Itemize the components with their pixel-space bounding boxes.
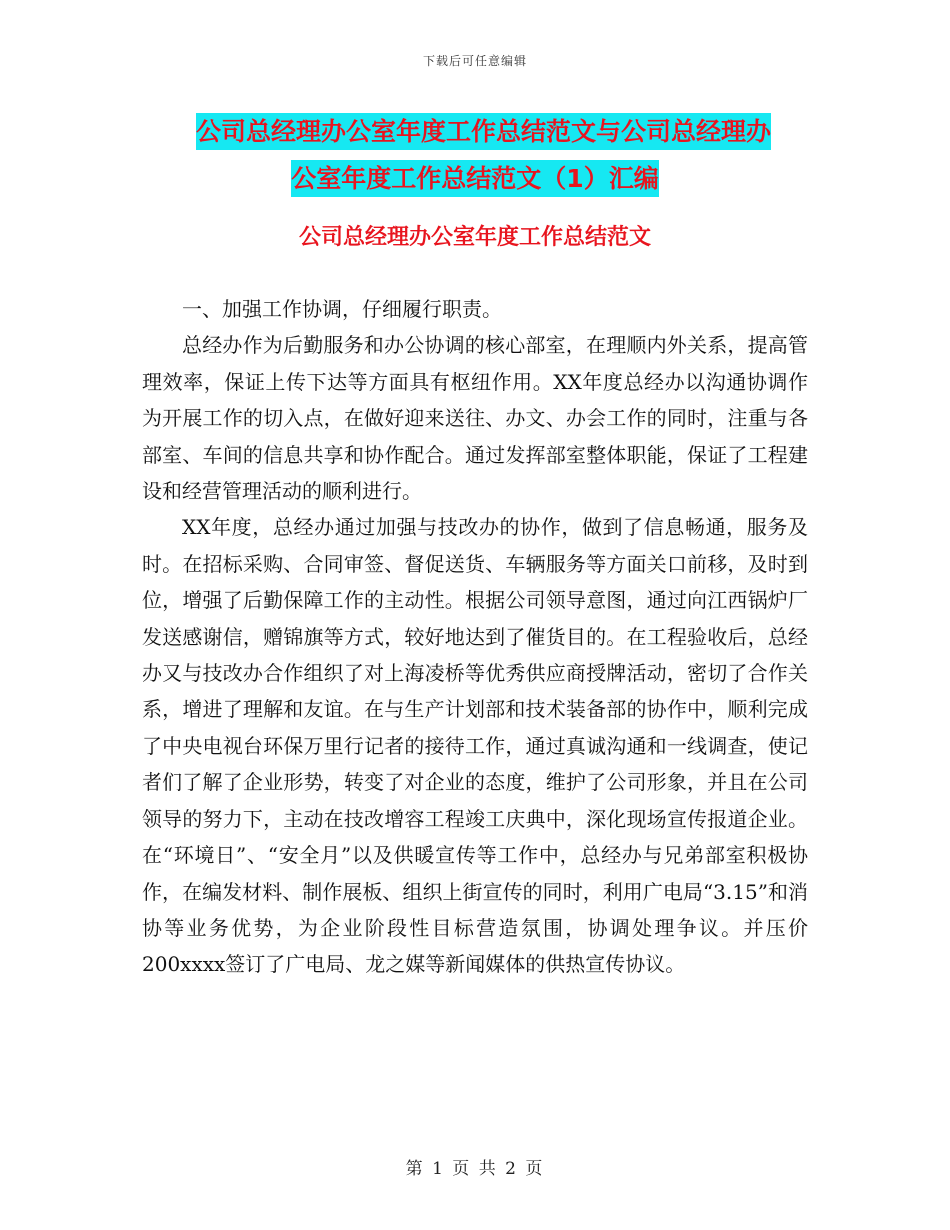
paragraph: XX年度，总经办通过加强与技改办的协作，做到了信息畅通，服务及时。在招标采购、合同审签、督促送货、车辆服务等方面关口前移，及时到位，增强了后勤保障工作的主动性。根据公司领导意图，通过向江西锅炉厂发送感谢信，赠锦旗等方式，较好地达到了催货目的。在工程验收后，总经办又与技改办合作组织了对上海凌桥等优秀供应商授牌活动，密切了合作关系，增进了理解和友谊。在与生产计划部和技术装备部的协作中，顺利完成了中央电视台环保万里行记者的接待工作，通过真诚沟通和一线调查，使记者们了解了企业形势，转变了对企业的态度，维护了公司形象，并且在公司领导的努力下，主动在技改增容工程竣工庆典中，深化现场宣传报道企业。在“环境日”、“安全月”以及供暖宣传等工作中，总经办与兄弟部室积极协作，在编发材料、制作展板、组织上街宣传的同时，利用广电局“3.15”和消协等业务优势，为企业阶段性目标营造氛围，协调处理争议。并压价200xxxx签订了广电局、龙之媒等新闻媒体的供热宣传协议。: [142, 515, 808, 977]
paragraph: 一、加强工作协调，仔细履行职责。: [182, 297, 502, 321]
section-title: 公司总经理办公室年度工作总结范文: [298, 225, 651, 250]
document-title: [140, 108, 810, 202]
paragraph: 总经办作为后勤服务和办公协调的核心部室，在理顺内外关系，提高管理效率，保证上传下达等方面具有枢纽作用。XX年度总经办以沟通协调作为开展工作的切入点，在做好迎来送往、办文、办会工作的同时，注重与各部室、车间的信息共享和协作配合。通过发挥部室整体职能，保证了工程建设和经营管理活动的顺利进行。: [142, 333, 808, 504]
header-note: 下载后可任意编辑: [422, 54, 527, 68]
title-line-1: 公司总经理办公室年度工作总结范文与公司总经理办: [196, 113, 771, 150]
page-number: 第 1 页 共 2 页: [405, 1159, 545, 1179]
title-line-2: 公室年度工作总结范文（1）汇编: [291, 160, 658, 197]
document-body: [142, 291, 808, 983]
